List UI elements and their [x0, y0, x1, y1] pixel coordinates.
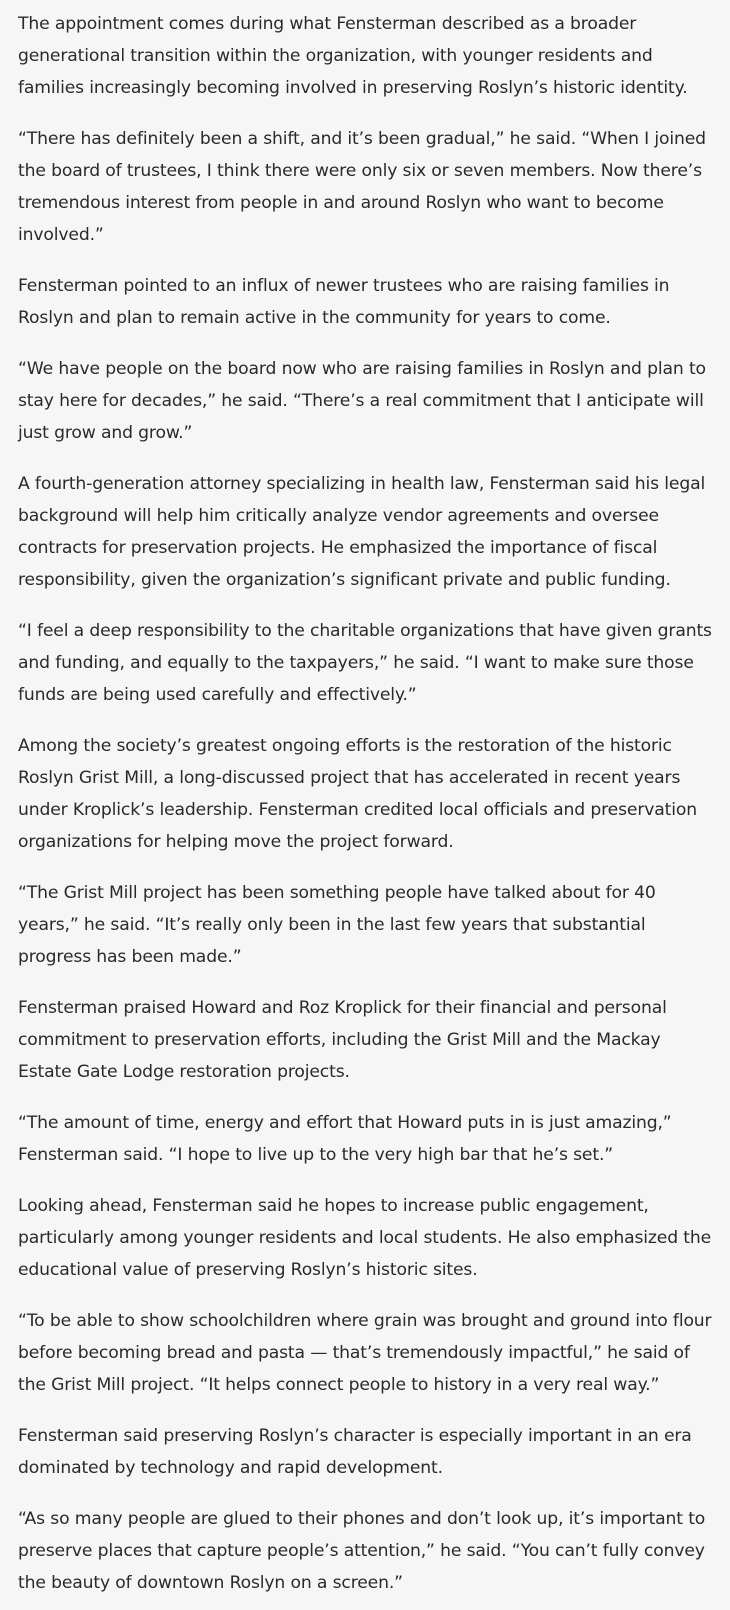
article-paragraph: “To be able to show schoolchildren where grain was brought and ground into flour before becoming bread and pasta — that’s tremendously impactful,” he said of the Grist Mill project. “It helps connect people to history in a very real way.” [18, 1311, 712, 1395]
article-paragraph: “We have people on the board now who are raising families in Roslyn and plan to stay here for decades,” he said. “There’s a real commitment that I anticipate will just grow and grow.” [18, 359, 706, 443]
article-paragraph: “The Grist Mill project has been something people have talked about for 40 years,” he said. “It’s really only been in the last few years that substantial progress has been made.” [18, 883, 656, 967]
article-paragraph: Fensterman said preserving Roslyn’s character is especially important in an era dominated by technology and rapid development. [18, 1426, 692, 1478]
article-paragraph: A fourth-generation attorney specializing in health law, Fensterman said his legal background will help him critically analyze vendor agreements and oversee contracts for preservation projects. He emphasized the importance of fiscal responsibility, given the organization’s significant private and public funding. [18, 474, 706, 590]
article-paragraph: “I feel a deep responsibility to the charitable organizations that have given grants and funding, and equally to the taxpayers,” he said. “I want to make sure those funds are being used carefully and effectively.” [18, 621, 712, 705]
article-paragraph: Fensterman pointed to an influx of newer trustees who are raising families in Roslyn and plan to remain active in the community for years to come. [18, 276, 670, 328]
article-paragraph: Fensterman praised Howard and Roz Kroplick for their financial and personal commitment to preservation efforts, including the Grist Mill and the Mackay Estate Gate Lodge restoration projects. [18, 998, 667, 1082]
article-paragraph: “There has definitely been a shift, and it’s been gradual,” he said. “When I joined the board of trustees, I think there were only six or seven members. Now there’s tremendous interest from people in and around Roslyn who want to become involved.” [18, 129, 706, 245]
article-paragraph: “The amount of time, energy and effort that Howard puts in is just amazing,” Fensterman said. “I hope to live up to the very high bar that he’s set.” [18, 1113, 672, 1165]
article-paragraph: The appointment comes during what Fensterman described as a broader generational transition within the organization, with younger residents and families increasingly becoming involved in preserving Roslyn’s historic identity. [18, 14, 688, 98]
article-paragraph: Looking ahead, Fensterman said he hopes to increase public engagement, particularly among younger residents and local students. He also emphasized the educational value of preserving Roslyn’s historic sites. [18, 1196, 712, 1280]
article-paragraph: Among the society’s greatest ongoing efforts is the restoration of the historic Roslyn Grist Mill, a long-discussed project that has accelerated in recent years under Kroplick’s leadership. Fensterman credited local officials and preservation organizations for helping move the project forward. [18, 736, 697, 852]
article-paragraph: “As so many people are glued to their phones and don’t look up, it’s important to preserve places that capture people’s attention,” he said. “You can’t fully convey the beauty of downtown Roslyn on a screen.” [18, 1509, 706, 1593]
